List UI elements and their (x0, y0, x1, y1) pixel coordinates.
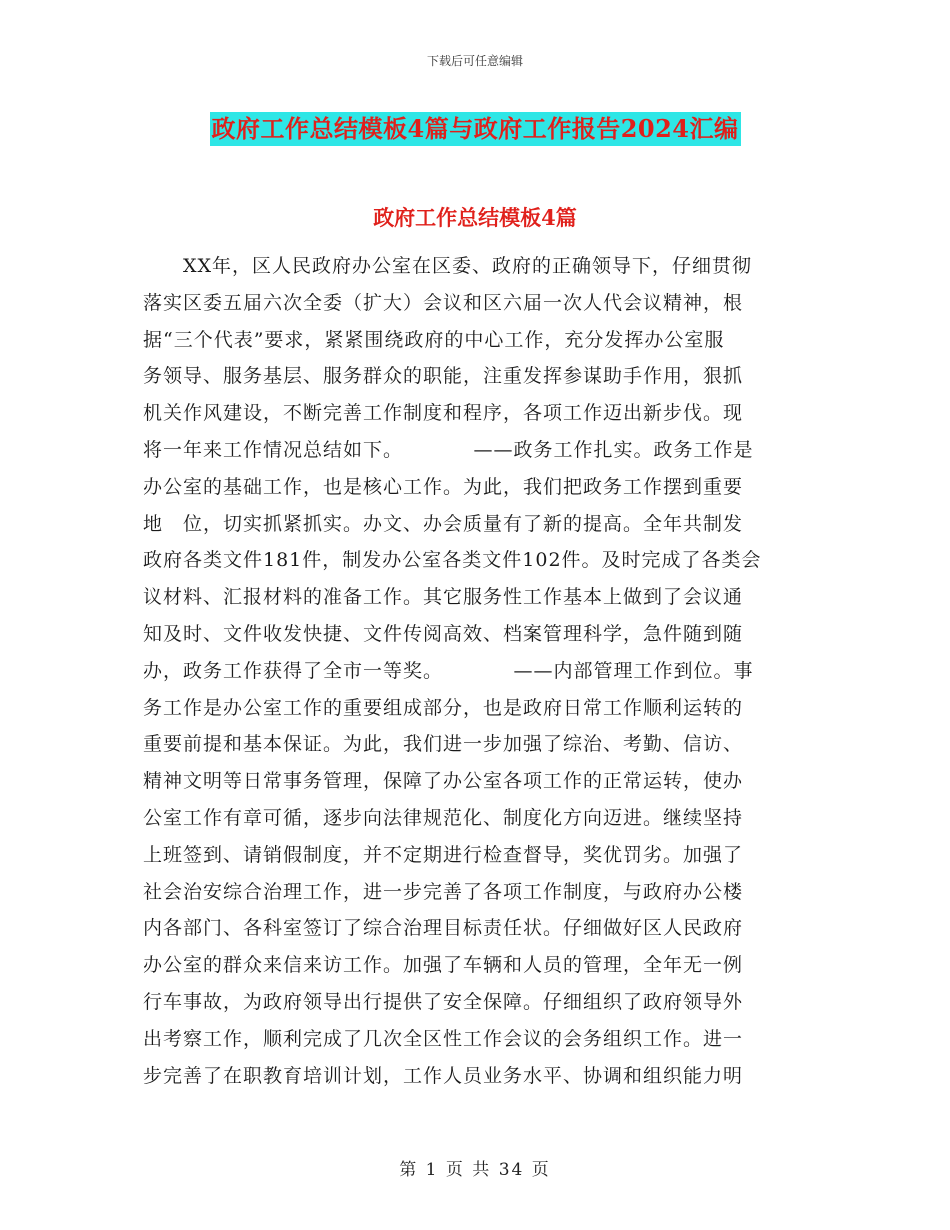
text-line: 将一年来工作情况总结如下。 ——政务工作扎实。政务工作是 (143, 438, 754, 461)
text-line: 公室工作有章可循，逐步向法律规范化、制度化方向迈进。继续坚持 (143, 806, 744, 829)
body-paragraph (143, 248, 813, 1094)
text-line: 务领导、服务基层、服务群众的职能，注重发挥参谋助手作用，狠抓 (143, 365, 744, 388)
text-line: 机关作风建设，不断完善工作制度和程序，各项工作迈出新步伐。现 (143, 402, 744, 425)
text-line: 政府各类文件181件，制发办公室各类文件102件。及时完成了各类会 (143, 549, 762, 572)
text-line: 重要前提和基本保证。为此，我们进一步加强了综治、考勤、信访、 (143, 733, 744, 756)
text-line: 办公室的基础工作，也是核心工作。为此，我们把政务工作摆到重要 (143, 475, 744, 498)
text-line: 社会治安综合治理工作，进一步完善了各项工作制度，与政府办公楼 (143, 880, 744, 903)
text-line: 办公室的群众来信来访工作。加强了车辆和人员的管理，全年无一例 (143, 954, 744, 977)
section-title: 政府工作总结模板4篇 (373, 205, 577, 230)
text-line: 办，政务工作获得了全市一等奖。 ——内部管理工作到位。事 (143, 659, 754, 682)
header-note: 下载后可任意编辑 (426, 54, 523, 68)
text-line: 上班签到、请销假制度，并不定期进行检查督导，奖优罚劣。加强了 (143, 843, 744, 866)
text-line: 知及时、文件收发快捷、文件传阅高效、档案管理科学，急件随到随 (143, 622, 744, 645)
text-line: XX年，区人民政府办公室在区委、政府的正确领导下，仔细贯彻 (143, 255, 753, 277)
main-title: 政府工作总结模板4篇与政府工作报告2024汇编 (210, 112, 741, 146)
page-number: 第 1 页 共 34 页 (399, 1160, 551, 1180)
text-line: 精神文明等日常事务管理，保障了办公室各项工作的正常运转，使办 (143, 770, 744, 793)
text-line: 行车事故，为政府领导出行提供了安全保障。仔细组织了政府领导外 (143, 990, 744, 1013)
text-line: 议材料、汇报材料的准备工作。其它服务性工作基本上做到了会议通 (143, 586, 744, 609)
main-title-wrap (0, 112, 950, 146)
text-line: 出考察工作，顺利完成了几次全区性工作会议的会务组织工作。进一 (143, 1027, 744, 1050)
text-line: 地 位，切实抓紧抓实。办文、办会质量有了新的提高。全年共制发 (143, 512, 744, 535)
text-line: 步完善了在职教育培训计划，工作人员业务水平、协调和组织能力明 (143, 1064, 744, 1087)
text-line: 内各部门、各科室签订了综合治理目标责任状。仔细做好区人民政府 (143, 917, 744, 940)
text-line: 据“三个代表”要求，紧紧围绕政府的中心工作，充分发挥办公室服 (143, 328, 725, 351)
text-line: 落实区委五届六次全委（扩大）会议和区六届一次人代会议精神，根 (143, 291, 744, 314)
text-line: 务工作是办公室工作的重要组成部分，也是政府日常工作顺利运转的 (143, 696, 744, 719)
